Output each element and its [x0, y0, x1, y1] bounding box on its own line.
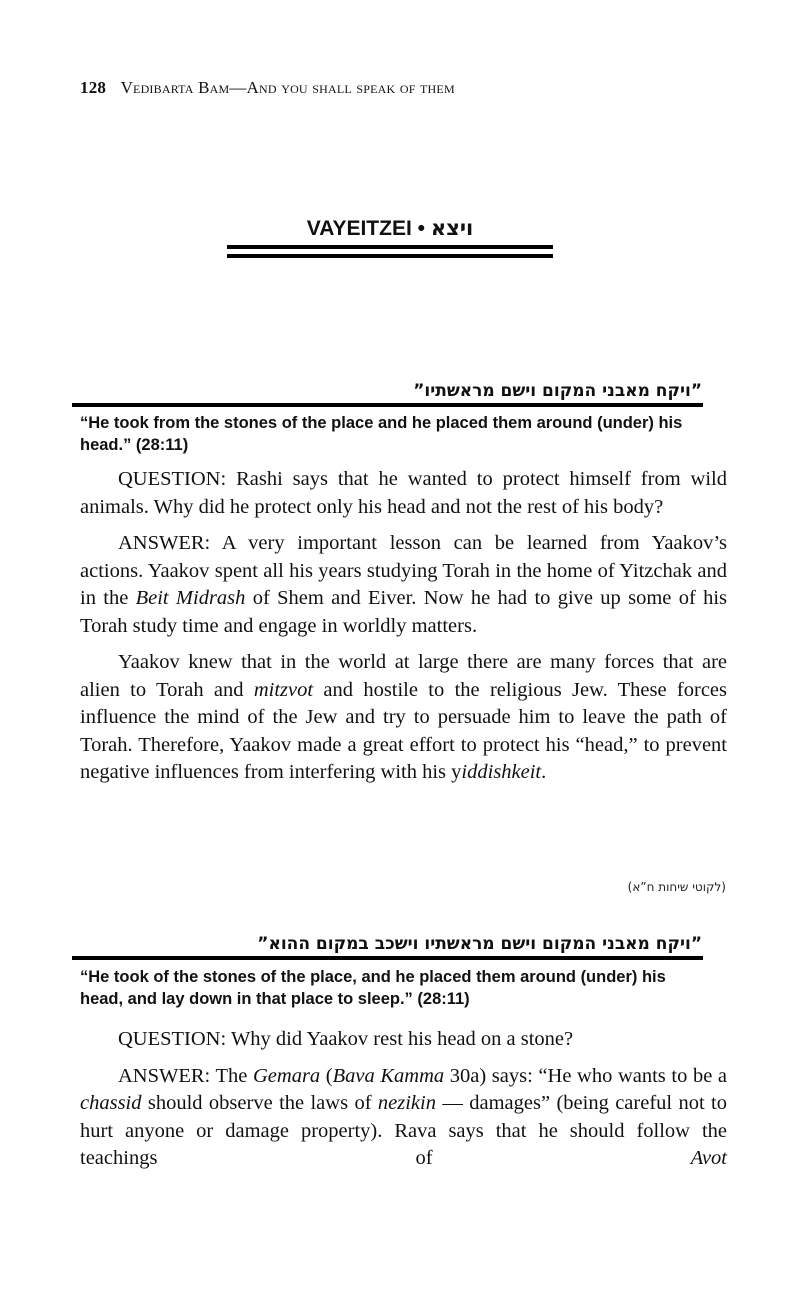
italic-term: iddishkeit	[461, 761, 542, 783]
text-run: 30a) says: “He who wants to be a	[444, 1064, 728, 1087]
italic-term: Beit Midrash	[135, 587, 246, 609]
parsha-title-english: VAYEITZEI	[306, 217, 412, 240]
paragraph	[80, 530, 727, 640]
italic-term: Gemara	[252, 1064, 321, 1087]
section-rule	[72, 403, 703, 407]
italic-term: mitzvot	[253, 678, 314, 701]
text-run: QUESTION: Why did Yaakov rest his head on a stone?	[118, 1028, 574, 1050]
page-number: 128	[80, 78, 107, 97]
text-run: should observe the laws of	[141, 1092, 378, 1114]
text-run: (	[320, 1064, 333, 1087]
parsha-title-hebrew: ויצא	[430, 216, 474, 240]
paragraph	[80, 649, 727, 787]
text-run: QUESTION: Rashi says that he wanted to protect himself from wild animals. Why did he protect only his head and not the rest of his body?	[80, 468, 727, 518]
parsha-title-separator: •	[417, 217, 425, 240]
text-run: ANSWER: The	[118, 1064, 253, 1087]
text-run: — damages” (being careful not to hurt anyone or damage property). Rava says that he should follow the teachings of	[80, 1092, 727, 1169]
parsha-title	[226, 216, 554, 241]
italic-term: nezikin	[377, 1092, 436, 1114]
text-run: and hostile to the religious Jew. These forces influence the mind of the Jew and try to persuade him to leave the path of Torah. Therefore, Yaakov made a great effort to protect his “head,” to prevent negative influences from interfering with his y	[80, 678, 728, 783]
section-body	[80, 1026, 727, 1182]
verse-translation: “He took from the stones of the place and he placed them around (under) his head.” (28:11)	[80, 414, 683, 454]
source-citation: (לקוטי שיחות ח”א)	[627, 880, 726, 894]
book-title: Vedibarta Bam—And you shall speak of them	[120, 78, 455, 97]
text-run: ANSWER: A very important lesson can be learned from Yaakov’s actions. Yaakov spent all his years studying Torah in the home of Yitzchak and in the	[80, 532, 727, 609]
title-rule-bottom	[227, 254, 553, 258]
text-run: .	[541, 761, 547, 783]
paragraph	[80, 466, 727, 521]
italic-term: Avot	[690, 1147, 727, 1169]
title-rule-top	[227, 245, 553, 249]
text-run: of Shem and Eiver. Now he had to give up some of his Torah study time and engage in worldly matters.	[80, 587, 727, 637]
section-body	[80, 466, 727, 796]
italic-term: chassid	[80, 1092, 142, 1114]
section-rule	[72, 956, 703, 960]
section-hebrew-quote: ”ויקח מאבני המקום וישם מראשתיו”	[413, 381, 702, 401]
paragraph	[80, 1026, 727, 1054]
running-head	[80, 78, 455, 98]
paragraph	[80, 1063, 727, 1173]
italic-term: Bava Kamma	[332, 1064, 445, 1087]
section-hebrew-quote: ”ויקח מאבני המקום וישם מראשתיו וישכב במקום ההוא”	[257, 934, 702, 954]
verse-translation: “He took of the stones of the place, and he placed them around (under) his head, and lay down in that place to sleep.” (28:11)	[80, 968, 666, 1008]
text-run: Yaakov knew that in the world at large there are many forces that are alien to Torah and	[80, 651, 727, 701]
